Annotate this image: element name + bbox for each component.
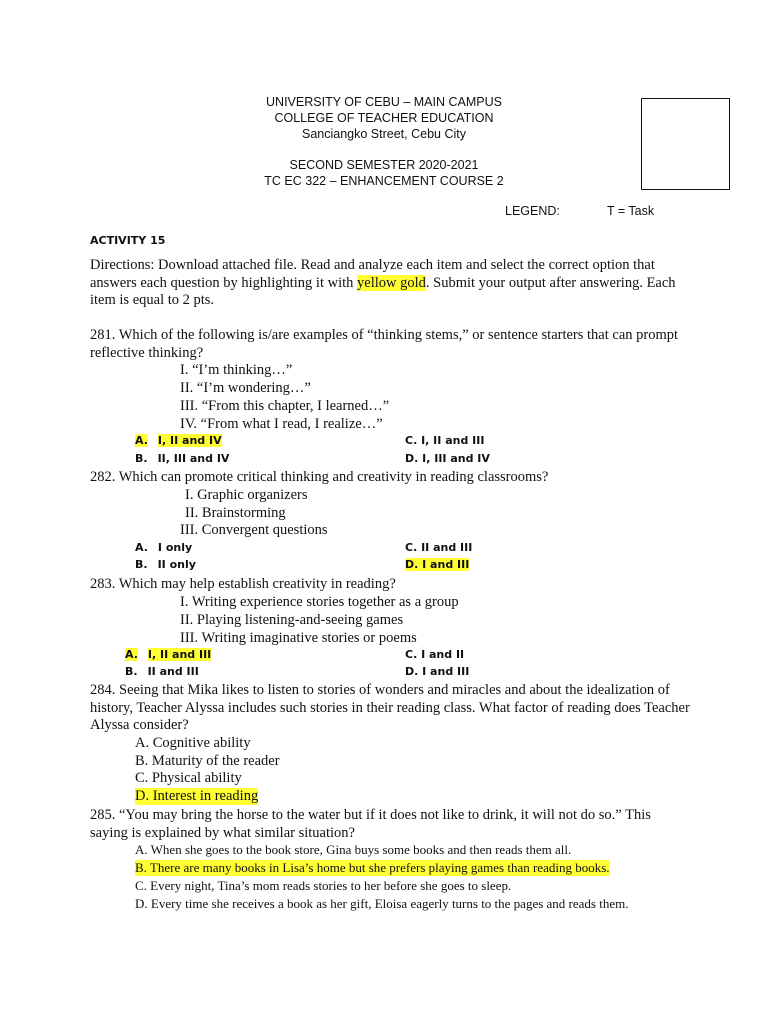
q282-item-1: I. Graphic organizers <box>185 487 308 503</box>
q281-item-1: I. “I’m thinking…” <box>180 362 293 378</box>
q283-item-1: I. Writing experience stories together as a group <box>180 594 459 610</box>
q282-item-3: III. Convergent questions <box>180 522 328 538</box>
question-281: 281. Which of the following is/are examples of “thinking stems,” or sentence starters that can prompt reflective thinking? <box>90 327 679 361</box>
college-name: COLLEGE OF TEACHER EDUCATION <box>274 111 494 125</box>
course-label: TC EC 322 – ENHANCEMENT COURSE 2 <box>264 174 504 188</box>
q281-item-4: IV. “From what I read, I realize…” <box>180 416 383 432</box>
university-name: UNIVERSITY OF CEBU – MAIN CAMPUS <box>266 95 502 109</box>
q284-option-c[interactable]: C. Physical ability <box>135 770 242 786</box>
q282-option-a[interactable] <box>135 541 192 554</box>
directions-highlight: yellow gold <box>357 274 426 291</box>
q283-option-b[interactable] <box>125 665 199 678</box>
q281-option-a-letter: A. <box>135 434 148 447</box>
semester-label: SECOND SEMESTER 2020-2021 <box>289 158 479 172</box>
q285-option-d[interactable]: D. Every time she receives a book as her gift, Eloisa eagerly turns to the pages and reads them. <box>135 896 629 911</box>
q281-option-a-text: I, II and IV <box>157 434 222 447</box>
directions-before: Directions: Download attached file. Read and analyze each item and select the correct option that answers each question by highlighting it with <box>90 257 655 291</box>
q285-option-a[interactable]: A. When she goes to the book store, Gina buys some books and then reads them all. <box>135 842 572 857</box>
q281-option-b-text: II, III and IV <box>157 452 230 465</box>
q282-option-a-text: I only <box>157 541 193 554</box>
q284-option-a[interactable]: A. Cognitive ability <box>135 735 251 751</box>
q283-option-a-text: I, II and III <box>147 648 212 661</box>
directions-text <box>90 257 690 310</box>
q282-option-c[interactable]: C. II and III <box>405 541 473 554</box>
legend-value: T = Task <box>607 204 655 218</box>
q283-option-a[interactable] <box>125 648 211 661</box>
q282-option-b-text: II only <box>157 558 196 571</box>
q281-item-3: III. “From this chapter, I learned…” <box>180 398 390 414</box>
q283-item-3: III. Writing imaginative stories or poems <box>180 630 417 646</box>
q283-option-d[interactable]: D. I and III <box>405 665 470 678</box>
college-address: Sanciangko Street, Cebu City <box>302 127 466 141</box>
q283-option-c[interactable]: C. I and II <box>405 648 465 661</box>
q281-option-c[interactable]: C. I, II and III <box>405 434 485 447</box>
q282-item-2: II. Brainstorming <box>185 505 286 521</box>
q284-option-b[interactable]: B. Maturity of the reader <box>135 753 280 769</box>
q284-option-d[interactable]: D. Interest in reading <box>135 788 259 804</box>
activity-title: ACTIVITY 15 <box>90 234 166 247</box>
q283-option-a-letter: A. <box>125 648 138 661</box>
q281-option-b[interactable] <box>135 452 229 465</box>
q283-option-b-letter: B. <box>125 665 138 678</box>
q285-option-b[interactable]: B. There are many books in Lisa’s home but she prefers playing games than reading books. <box>135 860 610 875</box>
question-285: 285. “You may bring the horse to the water but if it does not like to drink, it will not do so.” This saying is explained by what similar situation? <box>90 807 651 841</box>
q285-option-c[interactable]: C. Every night, Tina’s mom reads stories to her before she goes to sleep. <box>135 878 512 893</box>
q281-option-d[interactable]: D. I, III and IV <box>405 452 490 465</box>
directions-after: . Submit your output after answering. Each item is equal to 2 pts. <box>90 274 676 308</box>
q282-option-d[interactable]: D. I and III <box>405 558 470 571</box>
q282-option-b[interactable] <box>135 558 196 571</box>
q282-option-a-letter: A. <box>135 541 148 554</box>
q282-option-b-letter: B. <box>135 558 148 571</box>
q281-option-b-letter: B. <box>135 452 148 465</box>
question-283: 283. Which may help establish creativity in reading? <box>90 576 396 592</box>
question-282: 282. Which can promote critical thinking and creativity in reading classrooms? <box>90 469 549 485</box>
legend-label: LEGEND: <box>505 204 560 218</box>
photo-box <box>641 98 730 190</box>
q281-item-2: II. “I’m wondering…” <box>180 380 311 396</box>
question-284: 284. Seeing that Mika likes to listen to stories of wonders and miracles and about the idealization of history, Teacher Alyssa includes such stories in their reading class. What factor of reading does Teacher Alyssa consider? <box>90 682 690 733</box>
q283-option-b-text: II and III <box>147 665 199 678</box>
q281-option-a[interactable] <box>135 434 222 447</box>
q283-item-2: II. Playing listening-and-seeing games <box>180 612 404 628</box>
